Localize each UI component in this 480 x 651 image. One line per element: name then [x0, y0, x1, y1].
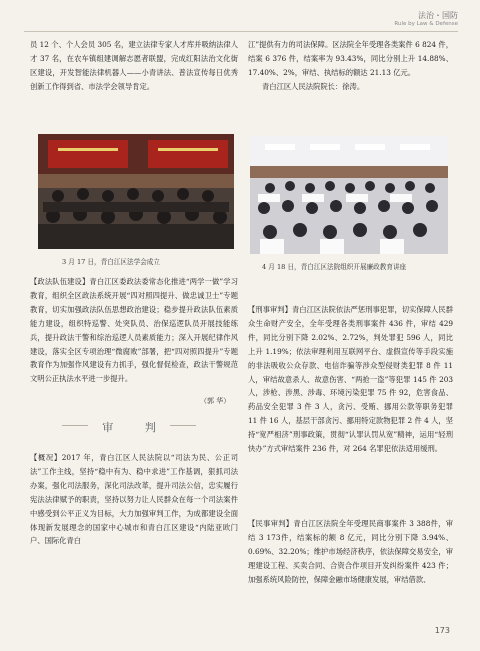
photo2-caption: 4 月 18 日，青白江区法院组织开展廉政教育讲座 [262, 263, 407, 271]
photo-law-society-meeting [38, 134, 234, 249]
right-top-text [248, 38, 453, 94]
photo-anticorruption-lecture [250, 136, 448, 254]
tag-criminal-trial: 【刑事审判】 [248, 305, 292, 314]
section-title-trial: 审 判 [96, 419, 176, 435]
right-paragraph-1: 江”提供有力的司法保障。区法院全年受理各类案件 6 824 件，结案 6 376 件，结案率为 93.43%，同比分别上升 14.88%、17.40%、2%，审结、执结标的额达 21.13 亿元。 [248, 40, 453, 77]
header-rule [24, 31, 458, 32]
right-bottom-text [248, 517, 453, 587]
team-building-text: 青白江区委政法委常态化推进“两学一做”学习教育，组织全区政法系统开展“四对照四提升、做忠诚卫士”专题教育，切实加强政法队伍思想政治建设；稳步提升政法队伍素质能力建设，组织特巡警、处突队员、治保巡逻队员开展技能练兵，提升政法干警和综治巡逻人员素质能力；深入开展纪律作风建设，落实全区专项治理“微腐败”部署，把“四对照四提升”专题教育作为加强作风建设有力抓手，强化督促检查，政法干警规范文明公正执法水平进一步提升。 [30, 277, 239, 384]
page-number: 173 [434, 626, 450, 635]
left-mid-text [30, 275, 238, 386]
right-mid-text [248, 303, 453, 456]
header-section-en: Rule by Law & Defense [394, 21, 458, 27]
civil-trial-text: 青白江区法院全年受理民商事案件 3 388件，审结 3 173件，结案标的额 8 亿元，同比分别下降 3.94%、0.69%、32.20%；维护市场经济秩序，依法保障交易安全，审理建设工程、买卖合同、合资合作项目开发纠纷案件 423 件；加强系统风险防控，保障金融市场健康发展，审结借款、 [248, 519, 453, 584]
criminal-trial-text: 青白江区法院依法严惩刑事犯罪，切实保障人民群众生命财产安全，全年受理各类刑事案件 436 件，审结 429 件，同比分别下降 2.02%、2.72%，判处罪犯 596 人，同比上升 1.19%；依法审理利用互联网平台、虚假宣传等手段实施的非法吸收公众存款、电信诈骗等涉众型侵财类犯罪 8 件 11 人，审结故意杀人、故意伤害、“两抢一盗”等犯罪 145 件 203 人，涉枪、涉黑、涉毒、环境污染犯罪 75 件 92，危害食品、药品安全犯罪 3 件 3 人，贪污、受贿、挪用公款等职务犯罪 11 件 16 人，基层干部贪污、挪用特定款物犯罪 2 件 4 人，坚持“宽严相济”刑事政策，贯彻“认罪认罚从宽”精神，运用“轻刑快办”方式审结案件 236 件，对 264 名罪犯依法适用缓刑。 [248, 305, 454, 454]
overview-text: 2017 年，青白江区人民法院以“司法为民、公正司法”工作主线，坚持“稳中有为、稳中求进”工作基调，狠抓司法办案，强化司法服务，深化司法改革，提升司法公信，忠实履行宪法法律赋予的职责，坚持以努力让人民群众在每一个司法案件中感受到公平正义为目标，大力加强审判工作，为成都建设全面体现新发展理念的国家中心城市和青白江区建设“内陆亚欧门户、国际化青白 [30, 453, 238, 546]
photo-anticorruption-lecture-image [250, 136, 448, 254]
court-president: 青白江区人民法院院长：徐涛。 [262, 81, 365, 91]
left-bottom-text [30, 451, 238, 548]
tag-civil-trial: 【民事审判】 [248, 519, 294, 528]
left-paragraph-1: 员 12 个、个人会员 305 名，建立法律专家人才库并吸纳法律人才 37 名，在农车镇组建调解志愿者联盟，完成红阳法治文化街区建设，开发智能法律机器人——小青讲法、普法宣传每日优秀创新工作得到省、市法学会领导肯定。 [30, 40, 238, 91]
header-section-cn: 法治・国防 [418, 11, 458, 20]
tag-overview: 【概况】 [30, 453, 62, 462]
left-top-text [30, 38, 238, 94]
photo1-caption: 3 月 17 日，青白江区法学会成立 [62, 258, 160, 266]
byline: （郭 华） [200, 397, 231, 405]
tag-team-building: 【政法队伍建设】 [30, 277, 90, 286]
photo-law-society-meeting-image [38, 134, 234, 249]
